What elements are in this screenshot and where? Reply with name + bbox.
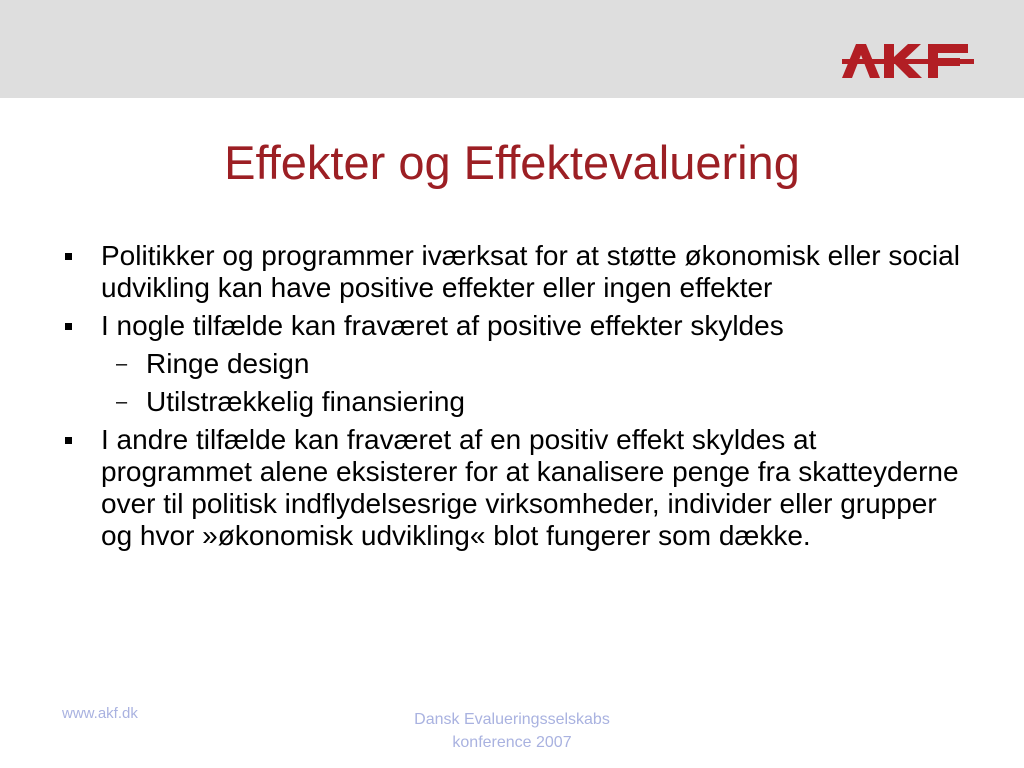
bullet-list (60, 240, 960, 558)
footer-conference (362, 708, 662, 754)
subbullet-text: Utilstrækkelig finansiering (146, 386, 466, 417)
logo-text: AKF (842, 40, 844, 41)
square-bullet-icon (65, 323, 72, 330)
list-item (60, 240, 960, 304)
footer-url[interactable]: www.akf.dk (62, 705, 138, 722)
list-item (60, 424, 960, 552)
dash-bullet-icon: – (116, 391, 128, 413)
footer-conference-line1: Dansk Evalueringsselskabs (414, 711, 610, 728)
bullet-text: Politikker og programmer iværksat for at støtte økonomisk eller social udvikling kan have positive effekter eller ingen effekter (101, 240, 960, 303)
sub-list-item (60, 348, 960, 380)
bullet-text: I nogle tilfælde kan fraværet af positive effekter skyldes (101, 310, 784, 341)
subbullet-text: Ringe design (146, 348, 310, 379)
list-item (60, 310, 960, 342)
slide-title: Effekter og Effektevaluering (224, 136, 800, 189)
square-bullet-icon (65, 253, 72, 260)
dash-bullet-icon: – (116, 353, 128, 375)
footer-conference-line2: konference 2007 (452, 734, 572, 751)
sub-list-item (60, 386, 960, 418)
square-bullet-icon (65, 437, 72, 444)
bullet-text: I andre tilfælde kan fraværet af en positiv effekt skyldes at programmet alene eksisterer for at kanalisere penge fra skatteyderne over til politisk indflydelsesrige virksomheder, individer eller grupper og hvor »økonomisk udvikling« blot fungerer som dække. (101, 424, 959, 551)
akf-logo (842, 40, 974, 82)
